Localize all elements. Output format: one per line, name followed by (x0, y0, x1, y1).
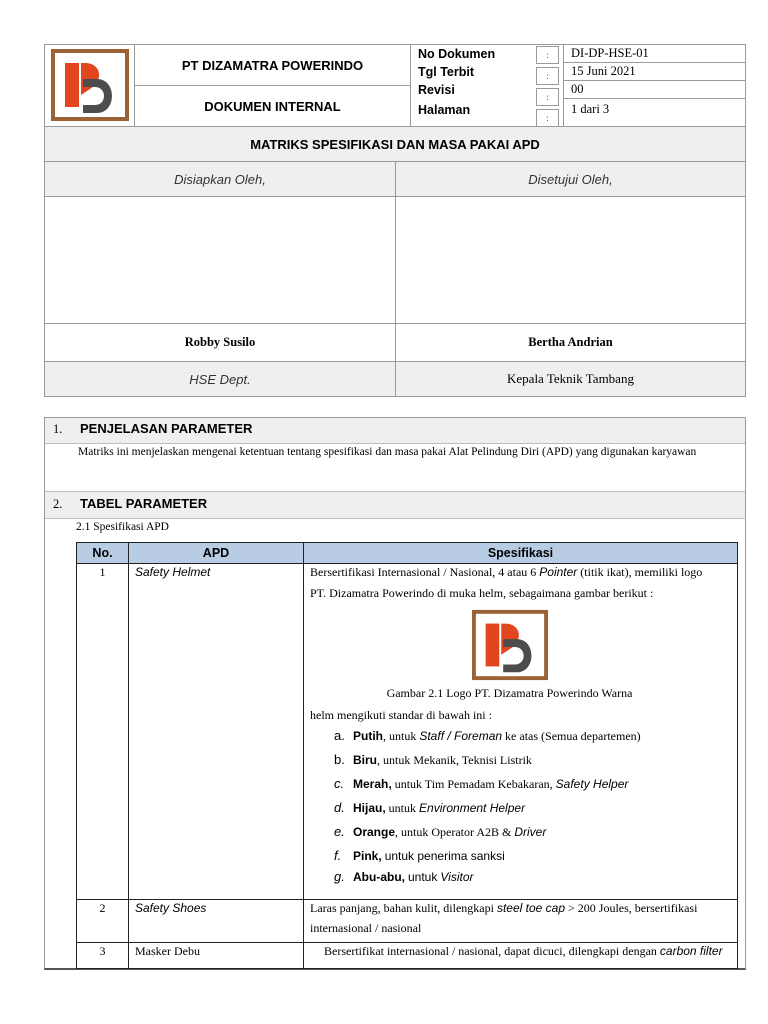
table-row (77, 943, 738, 969)
row-apd: Safety Helmet (129, 564, 304, 900)
list-item: d. Hijau, untuk Environment Helper (334, 800, 526, 815)
doc-type-cell (134, 85, 411, 127)
meta-label-halaman: Halaman (418, 103, 471, 117)
spec-logo-wrap (310, 608, 737, 680)
approved-label: Disetujui Oleh, (528, 171, 613, 187)
meta-sep: : (536, 67, 559, 85)
company-logo (51, 49, 129, 121)
spec-line: Bersertifikat internasional / nasional, dapat dicuci, dilengkapi dengan carbon filter (324, 944, 723, 958)
helmet-color-list (310, 724, 737, 886)
approved-name-cell (395, 323, 746, 362)
meta-sep: : (536, 46, 559, 64)
row-no: 2 (77, 900, 129, 943)
logo-caption: Gambar 2.1 Logo PT. Dizamatra Powerindo Warna (386, 686, 633, 700)
company-logo (472, 608, 548, 682)
col-header-apd: APD (129, 543, 304, 564)
section1-title: PENJELASAN PARAMETER (80, 421, 253, 436)
row-spec (304, 943, 738, 969)
row-no: 1 (77, 564, 129, 900)
meta-label-tgl-terbit: Tgl Terbit (418, 65, 475, 79)
meta-value-halaman: 1 dari 3 (563, 98, 746, 127)
company-name: PT DIZAMATRA POWERINDO (181, 57, 364, 73)
table-row (77, 900, 738, 943)
section1-number: 1. (53, 422, 63, 436)
approved-dept: Kepala Teknik Tambang (507, 371, 634, 386)
approved-name: Bertha Andrian (528, 335, 613, 349)
spec-line: Bersertifikasi Internasional / Nasional, 4 atau 6 Pointer (titik ikat), memiliki logo (310, 565, 703, 579)
list-item: a. Putih, untuk Staff / Foreman ke atas (Semua departemen) (334, 728, 641, 743)
row-apd: Masker Debu (129, 943, 304, 969)
spec-line: PT. Dizamatra Powerindo di muka helm, sebagaimana gambar berikut : (310, 586, 654, 600)
meta-sep: : (536, 109, 559, 127)
section2-title: TABEL PARAMETER (80, 496, 208, 511)
prepared-name: Robby Susilo (184, 335, 256, 349)
doc-type: DOKUMEN INTERNAL (204, 98, 341, 114)
approved-signature-box (395, 196, 746, 324)
doc-title: MATRIKS SPESIFIKASI DAN MASA PAKAI APD (250, 136, 540, 152)
col-header-spesifikasi: Spesifikasi (304, 543, 738, 564)
company-name-cell (134, 44, 411, 86)
row-spec (304, 900, 738, 943)
list-item: b. Biru, untuk Mekanik, Teknisi Listrik (334, 752, 532, 767)
header-logo-cell (44, 44, 135, 127)
list-item: e. Orange, untuk Operator A2B & Driver (334, 824, 547, 839)
prepared-label-cell (44, 161, 396, 197)
row-spec (304, 564, 738, 900)
prepared-name-cell (44, 323, 396, 362)
row-apd: Safety Shoes (129, 900, 304, 943)
prepared-dept: HSE Dept. (189, 371, 251, 387)
meta-value-tgl-terbit: 15 Juni 2021 (563, 62, 746, 81)
list-item: c. Merah, untuk Tim Pemadam Kebakaran, Safety Helper (334, 776, 629, 791)
approved-dept-cell (395, 361, 746, 397)
col-header-no: No. (77, 543, 129, 564)
section1-body: Matriks ini menjelaskan mengenai ketentuan tentang spesifikasi dan masa pakai Alat Pelindung Diri (APD) yang digunakan karyawan (78, 446, 697, 458)
row-no: 3 (77, 943, 129, 969)
meta-value-revisi: 00 (563, 80, 746, 99)
prepared-dept-cell (44, 361, 396, 397)
table-header-row (77, 543, 738, 564)
approved-label-cell (395, 161, 746, 197)
list-item: g. Abu-abu, untuk Visitor (334, 869, 474, 884)
meta-value-no-dokumen: DI-DP-HSE-01 (563, 44, 746, 63)
list-item: f. Pink, untuk penerima sanksi (334, 848, 505, 863)
doc-title-cell (44, 126, 746, 162)
meta-label-no-dokumen: No Dokumen (418, 47, 496, 61)
spec-line: internasional / nasional (310, 921, 422, 935)
table-row (77, 564, 738, 900)
section2-number: 2. (53, 497, 63, 511)
meta-sep: : (536, 88, 559, 106)
spec-intro: helm mengikuti standar di bawah ini : (310, 708, 492, 722)
prepared-signature-box (44, 196, 396, 324)
section2-subtitle: 2.1 Spesifikasi APD (76, 521, 169, 533)
meta-label-revisi: Revisi (418, 83, 455, 97)
spec-line: Laras panjang, bahan kulit, dilengkapi steel toe cap > 200 Joules, bersertifikasi (310, 901, 698, 915)
prepared-label: Disiapkan Oleh, (174, 171, 266, 187)
spec-table (76, 542, 738, 969)
